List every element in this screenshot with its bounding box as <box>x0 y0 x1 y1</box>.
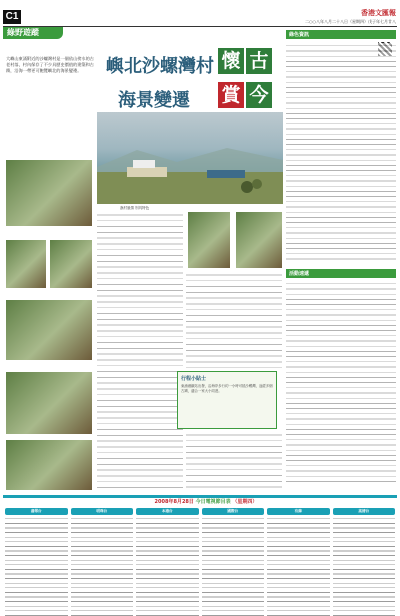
section-banner: 綠野遊蹤 <box>3 27 63 39</box>
center-photo-2 <box>236 212 282 268</box>
listings-weekday: （星期四） <box>232 499 258 505</box>
center-photo-1 <box>188 212 230 268</box>
tv-channel-col <box>5 508 68 616</box>
tv-channel-col <box>267 508 330 616</box>
main-photo-caption: 漁村風情 別具特色 <box>120 206 150 210</box>
listings-heading: 今日電視節目表 <box>195 499 231 505</box>
tv-channel-col <box>333 508 396 616</box>
badge-1: 懷 <box>218 48 244 74</box>
channel-schedule <box>5 516 68 616</box>
left-photo-2 <box>6 240 46 288</box>
intro-paragraph: 大嶼山東涌附近的沙螺灣村是一個依山傍水的古老村落，村內保存了不少具歷史價值的建築和古蹟，沿海一帶更可飽覽嶼北的海景變遷。 <box>6 56 94 73</box>
channel-schedule <box>333 516 396 616</box>
article-col-2 <box>186 272 282 368</box>
info-box-title: 行程小貼士 <box>181 376 207 382</box>
info-box-text: 東涌港鐵站出發，沿海岸步行約一小時可抵沙螺灣，途經多個古蹟，適合一家大小同遊。 <box>181 384 273 393</box>
harbour-illustration <box>97 112 283 204</box>
right-column <box>286 30 396 487</box>
masthead-brand: 香港文匯報 <box>361 9 396 17</box>
tv-channel-col <box>71 508 134 616</box>
channel-name: 國際台 <box>202 508 265 515</box>
right-column-subhead: 活動速遞 <box>286 269 396 278</box>
left-photo-1 <box>6 160 92 226</box>
left-photo-6 <box>6 440 92 490</box>
masthead <box>266 8 396 25</box>
channel-name: 有線 <box>267 508 330 515</box>
article-col-1 <box>97 212 183 488</box>
page-number: C1 <box>3 10 21 24</box>
channel-schedule <box>202 516 265 616</box>
left-photo-4 <box>6 300 92 360</box>
channel-name: 本港台 <box>136 508 199 515</box>
listings-title <box>121 498 291 506</box>
listings-date: 2008年8月28日 <box>154 499 194 505</box>
tv-channel-col <box>202 508 265 616</box>
left-photo-5 <box>6 372 92 434</box>
masthead-date: 二○○八年八月二十八日（星期四）戊子年七月廿八 <box>305 19 396 24</box>
tv-channel-col <box>136 508 199 616</box>
tv-listings <box>3 495 397 615</box>
badge-4: 今 <box>246 82 272 108</box>
channel-name: 高清台 <box>333 508 396 515</box>
left-photo-3 <box>50 240 92 288</box>
right-column-text-1 <box>286 43 396 263</box>
channel-name: 明珠台 <box>71 508 134 515</box>
channel-schedule <box>71 516 134 616</box>
badge-2: 古 <box>246 48 272 74</box>
tv-grid <box>3 508 397 616</box>
right-column-head: 綠色資訊 <box>286 30 396 39</box>
headline-line1: 嶼北沙螺灣村 <box>106 56 214 77</box>
info-box <box>177 371 277 429</box>
channel-schedule <box>267 516 330 616</box>
right-column-text-2 <box>286 281 396 486</box>
badge-3: 賞 <box>218 82 244 108</box>
main-photo <box>97 112 283 204</box>
article-col-3 <box>186 432 282 488</box>
channel-schedule <box>136 516 199 616</box>
headline-line2: 海景變遷 <box>118 90 190 111</box>
channel-name: 翡翠台 <box>5 508 68 515</box>
